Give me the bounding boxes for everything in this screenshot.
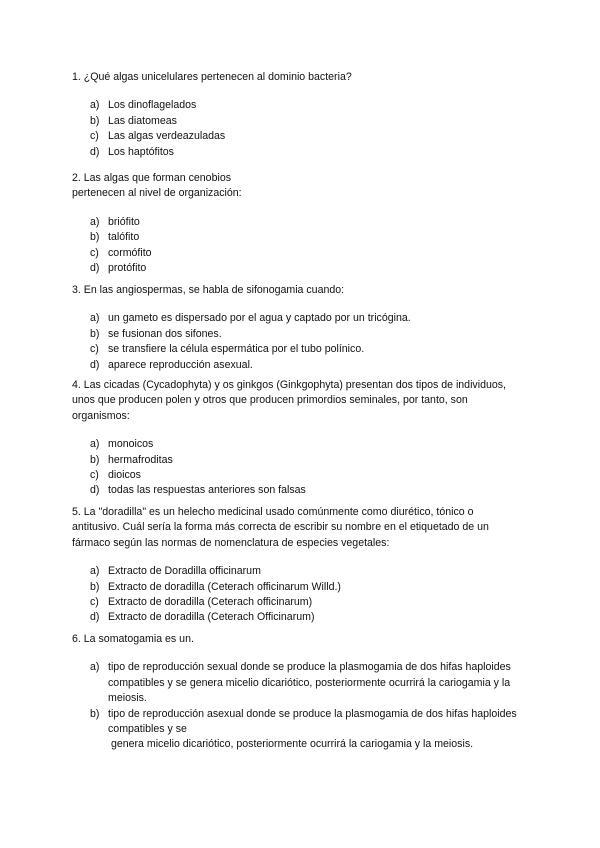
option-list xyxy=(72,660,522,752)
option-list xyxy=(72,98,522,160)
question-3 xyxy=(72,283,522,373)
option-list xyxy=(72,311,522,373)
question-1 xyxy=(72,70,522,160)
option-list xyxy=(72,215,522,277)
question-stem: 3. En las angiospermas, se habla de sifonogamia cuando: xyxy=(72,284,345,296)
option-d: d) Extracto de doradilla (Ceterach Officinarum) xyxy=(90,611,315,624)
option-d: d) protófito xyxy=(90,262,147,275)
option-b: b) hermafroditas xyxy=(90,453,173,466)
option-a: a) un gameto es dispersado por el agua y captado por un tricógina. xyxy=(90,312,411,325)
question-stem: 6. La somatogamia es un. xyxy=(72,633,194,645)
option-a: a) monoicos xyxy=(90,438,154,451)
option-d: d) Los haptófitos xyxy=(90,145,174,158)
option-a: a) tipo de reproducción sexual donde se produce la plasmogamia de dos hifas haploides compatibles y se genera micelio dicariótico, posteriormente ocurrirá la cariogamia y la meiosis. xyxy=(90,661,514,705)
option-list xyxy=(72,564,522,626)
question-stem: 1. ¿Qué algas unicelulares pertenecen al dominio bacteria? xyxy=(72,71,352,83)
option-a: a) Extracto de Doradilla officinarum xyxy=(90,565,261,578)
option-list xyxy=(72,437,522,499)
question-4 xyxy=(72,378,522,499)
question-stem: 2. Las algas que forman cenobios pertenecen al nivel de organización: xyxy=(72,172,242,200)
question-stem: 4. Las cicadas (Cycadophyta) y os ginkgos (Ginkgophyta) presentan dos tipos de individuos, unos que producen polen y otros que producen primordios seminales, por tanto, son organismos: xyxy=(72,379,509,422)
question-2 xyxy=(72,171,522,276)
option-c: c) Extracto de doradilla (Ceterach officinarum) xyxy=(90,596,313,609)
question-5 xyxy=(72,505,522,626)
question-6 xyxy=(72,632,522,753)
option-b: b) talófito xyxy=(90,231,140,244)
option-b: b) se fusionan dos sifones. xyxy=(90,327,222,340)
option-c: c) Las algas verdeazuladas xyxy=(90,130,226,143)
question-stem: 5. La "doradilla" es un helecho medicinal usado comúnmente como diurético, tónico o antitusivo. Cuál sería la forma más correcta de escribir su nombre en el etiquetado de un fármaco según las normas de nomenclatura de especies vegetales: xyxy=(72,506,492,549)
option-a: a) Los dinoflagelados xyxy=(90,99,197,112)
option-b: b) Extracto de doradilla (Ceterach officinarum Willd.) xyxy=(90,580,341,593)
option-c: c) se transfiere la célula espermática por el tubo polínico. xyxy=(90,343,365,356)
option-c: c) dioicos xyxy=(90,469,141,482)
option-a: a) briófito xyxy=(90,215,140,228)
option-b: b) tipo de reproducción asexual donde se produce la plasmogamia de dos hifas haploides compatibles y se genera micelio dicariótico, posteriormente ocurrirá la cariogamia y la meiosis. xyxy=(90,707,517,751)
option-d: d) aparece reproducción asexual. xyxy=(90,358,253,371)
option-d: d) todas las respuestas anteriores son falsas xyxy=(90,484,306,497)
option-b: b) Las diatomeas xyxy=(90,114,177,127)
option-c: c) cormófito xyxy=(90,246,152,259)
